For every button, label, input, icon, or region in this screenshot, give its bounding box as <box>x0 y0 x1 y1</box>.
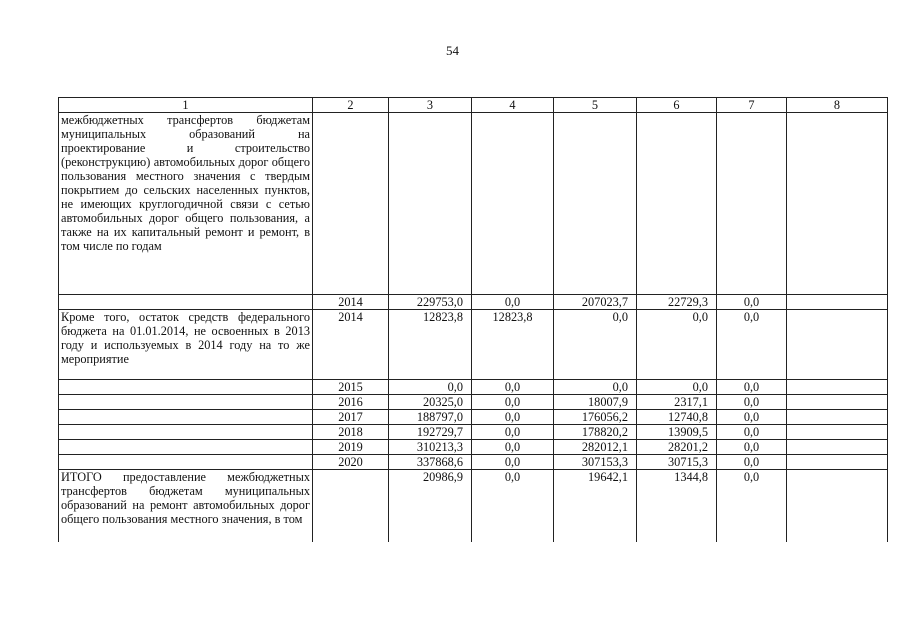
cell-value <box>554 113 637 295</box>
cell-value: 0,0 <box>717 310 787 380</box>
column-header: 1 <box>59 98 313 113</box>
table-row <box>59 380 888 395</box>
cell-value: 18007,9 <box>554 395 637 410</box>
cell-value: 0,0 <box>717 455 787 470</box>
row-description <box>59 455 313 470</box>
cell-value: 0,0 <box>472 410 554 425</box>
cell-value <box>787 395 888 410</box>
table-row <box>59 395 888 410</box>
cell-value: 12740,8 <box>637 410 717 425</box>
cell-value: 0,0 <box>717 395 787 410</box>
cell-value <box>787 410 888 425</box>
table-header-row <box>59 98 888 113</box>
cell-value: 207023,7 <box>554 295 637 310</box>
row-description: Кроме того, остаток средств федерального бюджета на 01.01.2014, не освоенных в 2013 году и используемых в 2014 году на то же мероприятие <box>59 310 313 380</box>
cell-value <box>472 113 554 295</box>
cell-value <box>787 295 888 310</box>
cell-value: 2317,1 <box>637 395 717 410</box>
row-description: межбюджетных трансфертов бюджетам муниципальных образований на проектирование и строительство (реконструкцию) автомобильных дорог общего пользования местного значения с твердым покрытием до сельских населенных пунктов, не имеющих круглогодичной связи с сетью автомобильных дорог общего пользования, а также на их капитальный ремонт и ремонт, в том числе по годам <box>59 113 313 295</box>
cell-value: 12823,8 <box>472 310 554 380</box>
cell-value: 0,0 <box>717 295 787 310</box>
table-row <box>59 425 888 440</box>
row-description <box>59 380 313 395</box>
page-number: 54 <box>446 43 459 58</box>
table-row <box>59 455 888 470</box>
table-row <box>59 440 888 455</box>
cell-value: 0,0 <box>472 295 554 310</box>
column-header: 2 <box>313 98 389 113</box>
cell-value <box>787 470 888 542</box>
cell-value: 337868,6 <box>389 455 472 470</box>
table-row <box>59 113 888 295</box>
cell-value: 22729,3 <box>637 295 717 310</box>
row-year: 2017 <box>313 410 389 425</box>
row-description <box>59 440 313 455</box>
cell-value: 30715,3 <box>637 455 717 470</box>
row-year: 2015 <box>313 380 389 395</box>
row-description <box>59 295 313 310</box>
cell-value: 0,0 <box>554 310 637 380</box>
cell-value: 20325,0 <box>389 395 472 410</box>
cell-value <box>787 425 888 440</box>
table-row <box>59 310 888 380</box>
row-year <box>313 113 389 295</box>
cell-value <box>389 113 472 295</box>
budget-table <box>58 97 888 542</box>
column-header: 3 <box>389 98 472 113</box>
row-year: 2018 <box>313 425 389 440</box>
cell-value <box>637 113 717 295</box>
cell-value <box>787 455 888 470</box>
cell-value <box>787 310 888 380</box>
row-description: ИТОГО предоставление межбюджетных трансфертов бюджетам муниципальных образований на ремонт автомобильных дорог общего пользования местного значения, в том <box>59 470 313 542</box>
table-row <box>59 410 888 425</box>
row-year <box>313 470 389 542</box>
cell-value: 0,0 <box>717 425 787 440</box>
cell-value: 13909,5 <box>637 425 717 440</box>
cell-value: 176056,2 <box>554 410 637 425</box>
cell-value: 282012,1 <box>554 440 637 455</box>
cell-value: 20986,9 <box>389 470 472 542</box>
column-header: 5 <box>554 98 637 113</box>
cell-value: 0,0 <box>389 380 472 395</box>
cell-value <box>787 380 888 395</box>
cell-value <box>787 440 888 455</box>
cell-value: 0,0 <box>472 470 554 542</box>
column-header: 8 <box>787 98 888 113</box>
cell-value: 19642,1 <box>554 470 637 542</box>
row-year: 2016 <box>313 395 389 410</box>
row-description <box>59 410 313 425</box>
table-row <box>59 295 888 310</box>
cell-value: 12823,8 <box>389 310 472 380</box>
row-description <box>59 395 313 410</box>
row-description <box>59 425 313 440</box>
cell-value: 0,0 <box>717 470 787 542</box>
row-year: 2019 <box>313 440 389 455</box>
column-header: 7 <box>717 98 787 113</box>
cell-value: 188797,0 <box>389 410 472 425</box>
cell-value: 307153,3 <box>554 455 637 470</box>
cell-value: 0,0 <box>717 380 787 395</box>
row-year: 2014 <box>313 295 389 310</box>
cell-value: 0,0 <box>472 455 554 470</box>
cell-value: 229753,0 <box>389 295 472 310</box>
cell-value: 310213,3 <box>389 440 472 455</box>
cell-value: 28201,2 <box>637 440 717 455</box>
column-header: 6 <box>637 98 717 113</box>
cell-value: 0,0 <box>717 440 787 455</box>
cell-value <box>717 113 787 295</box>
cell-value: 0,0 <box>554 380 637 395</box>
table-row <box>59 470 888 542</box>
cell-value: 0,0 <box>472 440 554 455</box>
row-year: 2014 <box>313 310 389 380</box>
cell-value: 0,0 <box>472 395 554 410</box>
cell-value: 192729,7 <box>389 425 472 440</box>
cell-value: 0,0 <box>637 380 717 395</box>
cell-value: 0,0 <box>717 410 787 425</box>
cell-value: 0,0 <box>637 310 717 380</box>
row-year: 2020 <box>313 455 389 470</box>
cell-value: 1344,8 <box>637 470 717 542</box>
cell-value: 0,0 <box>472 425 554 440</box>
cell-value <box>787 113 888 295</box>
cell-value: 0,0 <box>472 380 554 395</box>
cell-value: 178820,2 <box>554 425 637 440</box>
column-header: 4 <box>472 98 554 113</box>
